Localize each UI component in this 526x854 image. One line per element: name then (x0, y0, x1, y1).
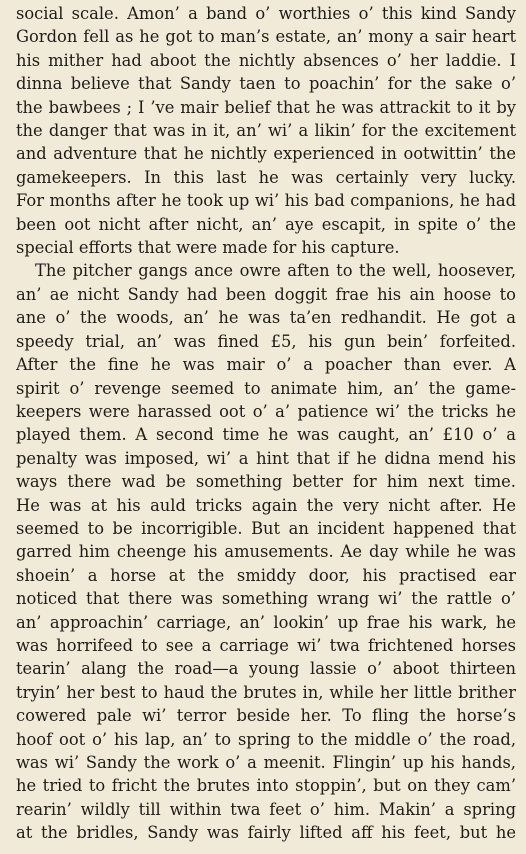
text-line: an’ approachin’ carriage, an’ lookin’ up frae his wark, he (16, 612, 516, 632)
text-line: gamekeepers. In this last he was certainly very lucky. (16, 167, 516, 187)
text-line: he tried to fricht the brutes into stoppin’, but on they cam’ (16, 776, 516, 796)
text-line: The pitcher gangs ance owre aften to the well, hoosever, (35, 261, 516, 281)
text-line: garred him cheenge his amusements. Ae day while he was (16, 542, 516, 562)
text-line: ane o’ the woods, an’ he was ta’en redhandit. He got a (16, 308, 516, 328)
text-line: been oot nicht after nicht, an’ aye escapit, in spite o’ the (16, 214, 516, 234)
text-line: was wi’ Sandy the work o’ a meenit. Flingin’ up his hands, (16, 753, 516, 772)
text-line: ways there wad be something better for him next time. (16, 472, 516, 492)
text-line: cowered pale wi’ terror beside her. To fling the horse’s (16, 706, 516, 726)
text-line: speedy trial, an’ was fined £5, his gun bein’ forfeited. (16, 331, 516, 351)
text-line: the danger that was in it, an’ wi’ a likin’ for the excitement (16, 121, 516, 141)
text-line: played them. A second time he was caught, an’ £10 o’ a (16, 425, 516, 445)
text-line: He was at his auld tricks again the very nicht after. He (16, 495, 516, 515)
paragraph-1 (16, 2, 516, 259)
text-line: an’ ae nicht Sandy had been doggit frae his ain hoose to (16, 284, 516, 304)
text-line: hoof oot o’ his lap, an’ to spring to the middle o’ the road, (16, 729, 516, 749)
text-line: rearin’ wildly till within twa feet o’ him. Makin’ a spring (16, 799, 516, 819)
text-line: his mither had aboot the nichtly absences o’ her laddie. I (16, 50, 516, 70)
text-line: For months after he took up wi’ his bad companions, he had (16, 191, 516, 211)
text-line: penalty was imposed, wi’ a hint that if he didna mend his (16, 448, 516, 468)
text-line: tryin’ her best to haud the brutes in, while her little brither (16, 682, 516, 702)
text-line: at the bridles, Sandy was fairly lifted aff his feet, but he (16, 823, 516, 843)
text-line: seemed to be incorrigible. But an incident happened that (16, 518, 516, 538)
text-line: was horrifeed to see a carriage wi’ twa frichtened horses (16, 635, 516, 655)
text-line: and adventure that he nichtly experienced in ootwittin’ the (16, 144, 516, 164)
text-line: social scale. Amon’ a band o’ worthies o’ this kind Sandy (16, 4, 516, 23)
text-line: keepers were harassed oot o’ a’ patience wi’ the tricks he (16, 401, 516, 421)
text-line: Gordon fell as he got to man’s estate, an’ mony a sair heart (16, 27, 516, 47)
paragraph-2 (16, 259, 516, 844)
text-line: dinna believe that Sandy taen to poachin’ for the sake o’ (16, 74, 516, 94)
text-line: tearin’ alang the road—a young lassie o’ aboot thirteen (16, 659, 516, 679)
text-line: shoein’ a horse at the smiddy door, his practised ear (16, 565, 516, 585)
text-line: noticed that there was something wrang wi’ the rattle o’ (16, 589, 516, 609)
text-line: the bawbees ; I ’ve mair belief that he was attrackit to it by (16, 97, 516, 117)
text-line: special efforts that were made for his capture. (16, 238, 400, 258)
text-line: After the fine he was mair o’ a poacher than ever. A (16, 355, 516, 375)
text-line: spirit o’ revenge seemed to animate him, an’ the game- (16, 378, 516, 398)
